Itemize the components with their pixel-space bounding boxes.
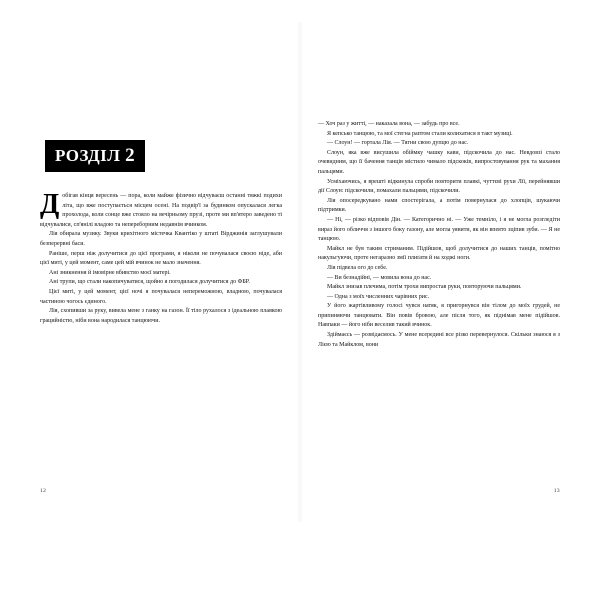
right-page-body xyxy=(318,22,560,350)
paragraph: — Одна з моїх численних чарівних рис. xyxy=(327,293,430,300)
paragraph: Майкл не був таким стриманим. Підійшов, щоб долучитися до наших танців, помітно накульгуючи, проте негаразно змії плиґати й на ходжі ноги. xyxy=(318,245,560,262)
left-page xyxy=(0,22,300,522)
page-number-right: 13 xyxy=(553,488,560,494)
paragraph: Слоун, яка вже висушила обіймку чашку кави, підскочила до нас. Невдовзі стало очевидним, що її бачення танців містило чимало підскоків, випростовування рук та махання пальцями. xyxy=(318,149,560,175)
drop-cap: Д xyxy=(40,189,60,220)
chapter-heading xyxy=(45,140,145,172)
paragraph: Усміхаючись, я врешті відкинула спроби повторити плавкі, чуттєві рухи Лії, перейнявши дії Слоун: підскочили, помахали пальцями, підскочили. xyxy=(318,178,560,195)
page-number-left: 12 xyxy=(40,488,47,494)
paragraph: Раніше, перш ніж долучитися до цієї програми, я ніколи не почувалася своєю ніде, аби цієї миті, у цей момент, саме цей мій вчинок не мало значення. xyxy=(40,250,282,267)
paragraph: Лія підвела ого до себе. xyxy=(327,264,388,271)
paragraph: — Ні, — різко відповів Дін. — Категорично ні. — Уже темніло, і я не могла розгледіти вираз його обличчя з іншого боку газону, але могла уявити, як він впевто зціпив зуби. — Я не танцюю. xyxy=(318,216,560,243)
paragraph: Здіймаєсь — розвідаємось. У мене всередині все різко перевернулося. Скільки знаюся я з Лією та Майклом, вони xyxy=(318,332,560,348)
paragraph: — Хоч раз у житті, — наказала вона, — забудь про все. xyxy=(318,121,460,127)
paragraph: Цієї миті, у цей момент, цієї ночі я почувалася непереможною, владною, почувалася частиною чогось єдиного. xyxy=(40,288,282,305)
paragraph: Ані трупи, що стали накопичуватися, щойно я погодилася долучитися до ФБР. xyxy=(49,279,250,286)
paragraph: Лія обирала музику. Звуки крихітного містечка Квантіко у штаті Вірджинія заглушували безперервні баси. xyxy=(40,231,282,247)
book-pages-container xyxy=(0,22,600,522)
paragraph: — Слоун! — гортала Лія. — Тягни свою дупцю до нас. xyxy=(327,140,469,147)
paragraph: Лія, схопивши за руку, вивела мене з ганку на газон. Її тіло рухалося з ідеальною плавкою грацийністю, ніби вона народилася танцюючи. xyxy=(40,308,282,324)
paragraph xyxy=(40,189,282,230)
paragraph: Ані зникнення й імовірне вбивство моєї матері. xyxy=(49,269,171,276)
right-page xyxy=(300,22,600,522)
left-page-body xyxy=(40,189,282,326)
paragraph: У його жартівливому голосі чувся натяк, я пригорнувся він тілом до моїх грудей, не припиняючи танцювати. Він повів бровою, але після того, як піднімав мене підійшов. Навпаки — його ніби веселив такий вчинок. xyxy=(318,303,560,329)
paragraph: Лія опосередкувано нами спостерігала, а потім повернулася до хлопців, шукаючи підтримки. xyxy=(318,197,560,214)
chapter-label: РОЗДІЛ xyxy=(55,146,121,165)
chapter-number: 2 xyxy=(125,145,136,166)
paragraph: — Ви безнадійні, — мовила вона до нас. xyxy=(327,274,432,281)
paragraph: Майкл знизав плечима, потім трохи випростав руки, повторуючи пальцями. xyxy=(327,284,522,291)
paragraph: Я кепсько танцюю, та мої стегна раптом стали колихатися в такт музиці. xyxy=(327,130,513,137)
paragraph-text: обігав кінця вересень — пора, коли майже фізично відчуваєш останні тяжкі подихи літа, що вже поступається місцем осені. На подвір'ї за будинком опускалася легка прохолода, коли сонце вже стояло на вечірньому прузі, проте ми вп'ятеро заведено ті відчувалися, сп'янілі владою та непереборним недавнім вчинком. xyxy=(40,193,282,228)
